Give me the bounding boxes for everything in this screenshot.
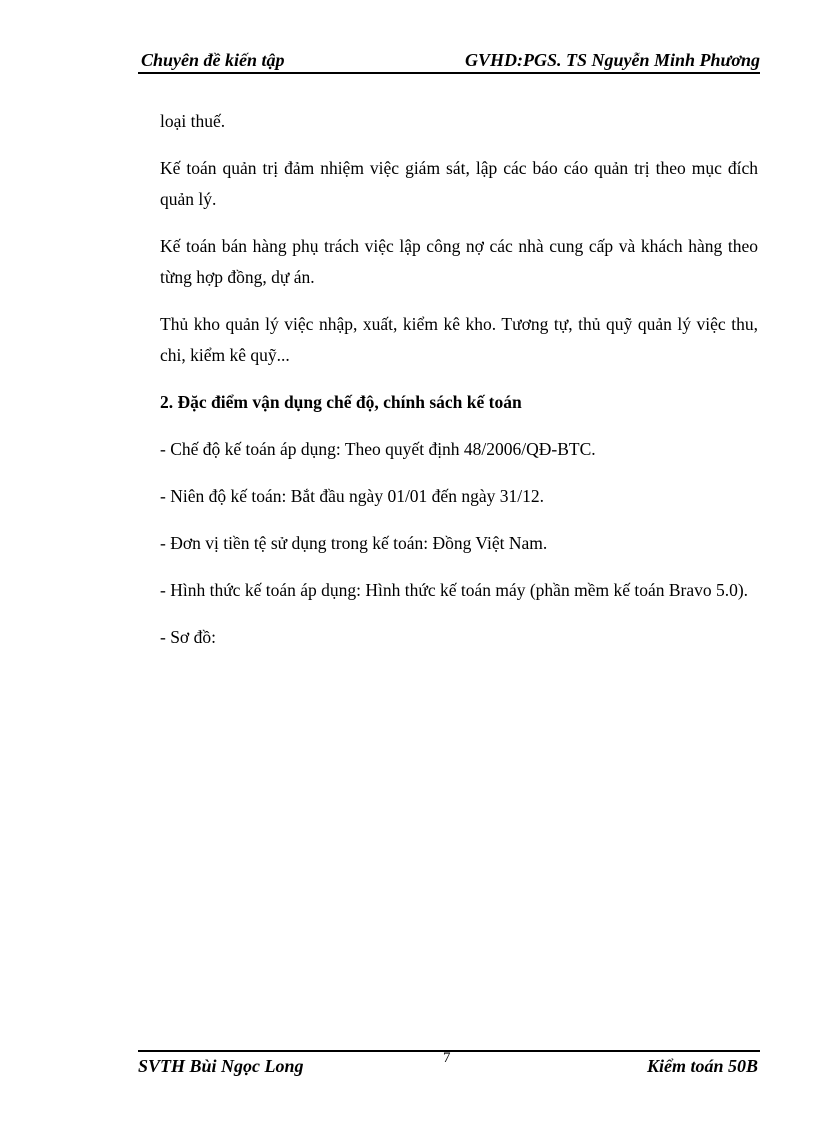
list-item-fiscal-year: - Niên độ kế toán: Bắt đầu ngày 01/01 đến ngày 31/12. bbox=[160, 486, 544, 506]
header-advisor: GVHD:PGS. TS Nguyễn Minh Phương bbox=[465, 50, 760, 70]
footer-class: Kiểm toán 50B bbox=[646, 1056, 758, 1076]
header-topic: Chuyên đề kiến tập bbox=[141, 50, 285, 70]
list-item-accounting-regime: - Chế độ kế toán áp dụng: Theo quyết định 48/2006/QĐ-BTC. bbox=[160, 439, 596, 459]
section-heading: 2. Đặc điểm vận dụng chế độ, chính sách kế toán bbox=[160, 392, 522, 412]
document-body bbox=[160, 106, 758, 669]
header-divider bbox=[138, 72, 760, 74]
list-item-diagram: - Sơ đồ: bbox=[160, 627, 216, 647]
paragraph-management-accounting: Kế toán quản trị đảm nhiệm việc giám sát, lập các báo cáo quản trị theo mục đích quản lý. bbox=[160, 158, 758, 209]
footer-student: SVTH Bùi Ngọc Long bbox=[138, 1056, 304, 1076]
list-item-accounting-form: - Hình thức kế toán áp dụng: Hình thức kế toán máy (phần mềm kế toán Bravo 5.0). bbox=[160, 580, 749, 600]
paragraph-warehouse-cashier: Thủ kho quản lý việc nhập, xuất, kiểm kê kho. Tương tự, thủ quỹ quản lý việc thu, chi, kiểm kê quỹ... bbox=[160, 314, 758, 365]
page-number: 7 bbox=[443, 1050, 451, 1066]
page-header bbox=[138, 48, 760, 72]
list-item-currency: - Đơn vị tiền tệ sử dụng trong kế toán: Đồng Việt Nam. bbox=[160, 533, 548, 553]
paragraph-tax: loại thuế. bbox=[160, 111, 226, 131]
paragraph-sales-accounting: Kế toán bán hàng phụ trách việc lập công nợ các nhà cung cấp và khách hàng theo từng hợp đồng, dự án. bbox=[160, 236, 758, 287]
page-footer bbox=[138, 1052, 760, 1078]
